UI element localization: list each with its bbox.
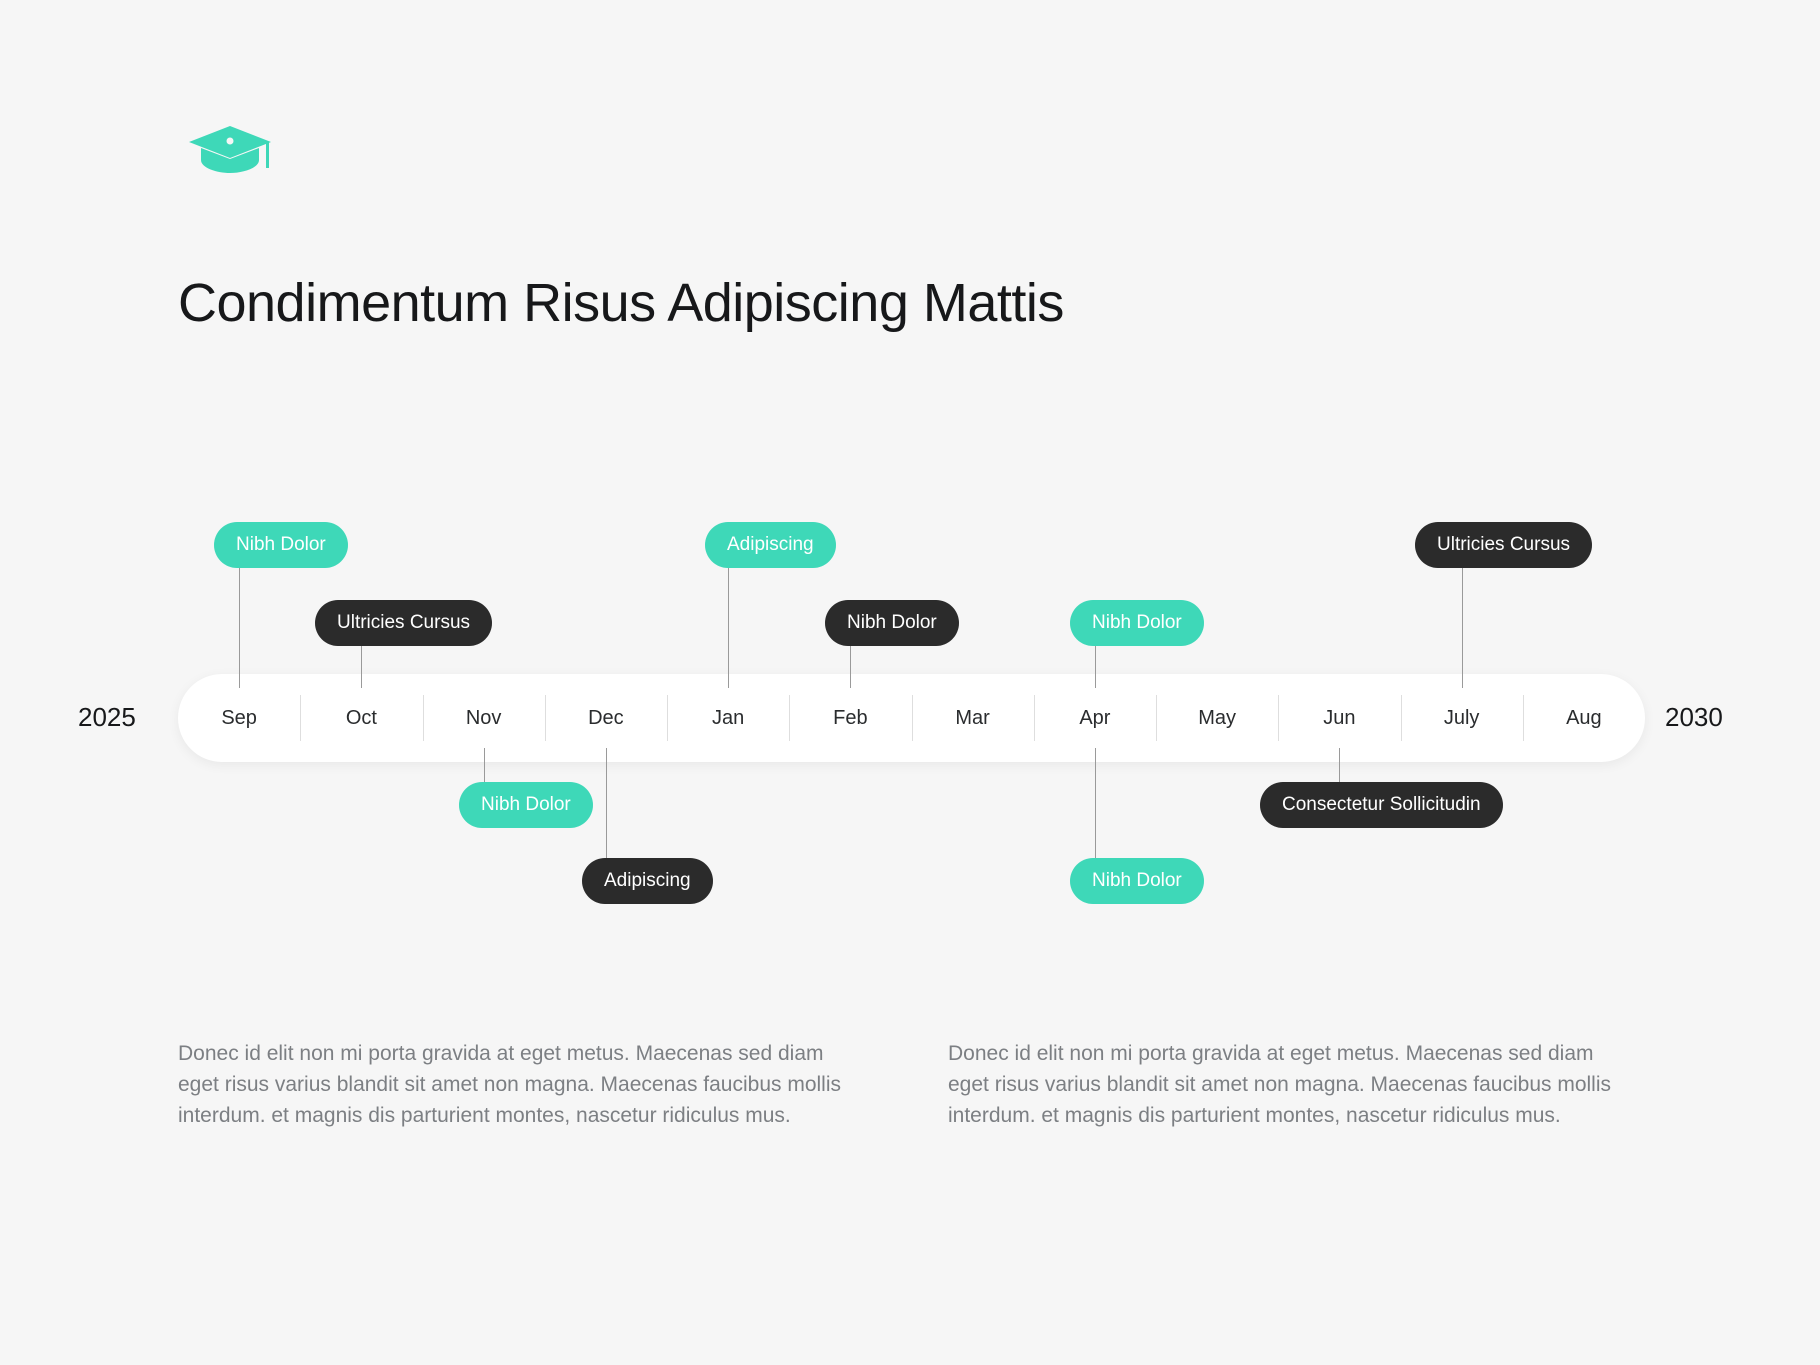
- timeline-event-pill[interactable]: Ultricies Cursus: [315, 600, 492, 646]
- timeline-event-pill[interactable]: Nibh Dolor: [825, 600, 959, 646]
- timeline-event-pill[interactable]: Adipiscing: [705, 522, 836, 568]
- timeline-connector: [361, 646, 362, 688]
- timeline-connector: [239, 568, 240, 688]
- timeline-connector: [1339, 748, 1340, 782]
- timeline-month-mar[interactable]: Mar: [912, 695, 1034, 741]
- timeline-month-sep[interactable]: Sep: [221, 707, 257, 729]
- timeline-start-year: 2025: [78, 702, 136, 732]
- timeline-month-nov[interactable]: Nov: [423, 695, 545, 741]
- paragraph-right: Donec id elit non mi porta gravida at eget metus. Maecenas sed diam eget risus varius blandit sit amet non magna. Maecenas faucibus mollis interdum. et magnis dis parturient montes, nascetur ridiculus mus.: [948, 1042, 1611, 1128]
- timeline-end-year: 2030: [1665, 702, 1723, 732]
- timeline-month-july[interactable]: July: [1401, 695, 1523, 741]
- timeline-month-apr[interactable]: Apr: [1034, 695, 1156, 741]
- timeline-connector: [850, 646, 851, 688]
- timeline-connector: [484, 748, 485, 782]
- timeline: [178, 674, 1645, 762]
- timeline-month-jun[interactable]: Jun: [1278, 695, 1400, 741]
- timeline-event-pill[interactable]: Nibh Dolor: [1070, 858, 1204, 904]
- timeline-connector: [1095, 748, 1096, 858]
- timeline-month-aug[interactable]: Aug: [1523, 695, 1645, 741]
- timeline-event-pill[interactable]: Nibh Dolor: [1070, 600, 1204, 646]
- timeline-event-pill[interactable]: Ultricies Cursus: [1415, 522, 1592, 568]
- timeline-connector: [1095, 646, 1096, 688]
- timeline-month-may[interactable]: May: [1156, 695, 1278, 741]
- page-title: Condimentum Risus Adipiscing Mattis: [178, 273, 1064, 333]
- timeline-month-feb[interactable]: Feb: [789, 695, 911, 741]
- timeline-month-dec[interactable]: Dec: [545, 695, 667, 741]
- timeline-bar: [178, 674, 1645, 762]
- graduation-cap-icon: [185, 120, 275, 180]
- timeline-event-pill[interactable]: Adipiscing: [582, 858, 713, 904]
- timeline-event-pill[interactable]: Nibh Dolor: [214, 522, 348, 568]
- paragraph-left: Donec id elit non mi porta gravida at eget metus. Maecenas sed diam eget risus varius blandit sit amet non magna. Maecenas faucibus mollis interdum. et magnis dis parturient montes, nascetur ridiculus mus.: [178, 1042, 841, 1128]
- timeline-event-pill[interactable]: Nibh Dolor: [459, 782, 593, 828]
- timeline-connector: [606, 748, 607, 858]
- timeline-event-pill[interactable]: Consectetur Sollicitudin: [1260, 782, 1503, 828]
- timeline-month-oct[interactable]: Oct: [300, 695, 422, 741]
- timeline-connector: [1462, 568, 1463, 688]
- timeline-month-jan[interactable]: Jan: [667, 695, 789, 741]
- timeline-connector: [728, 568, 729, 688]
